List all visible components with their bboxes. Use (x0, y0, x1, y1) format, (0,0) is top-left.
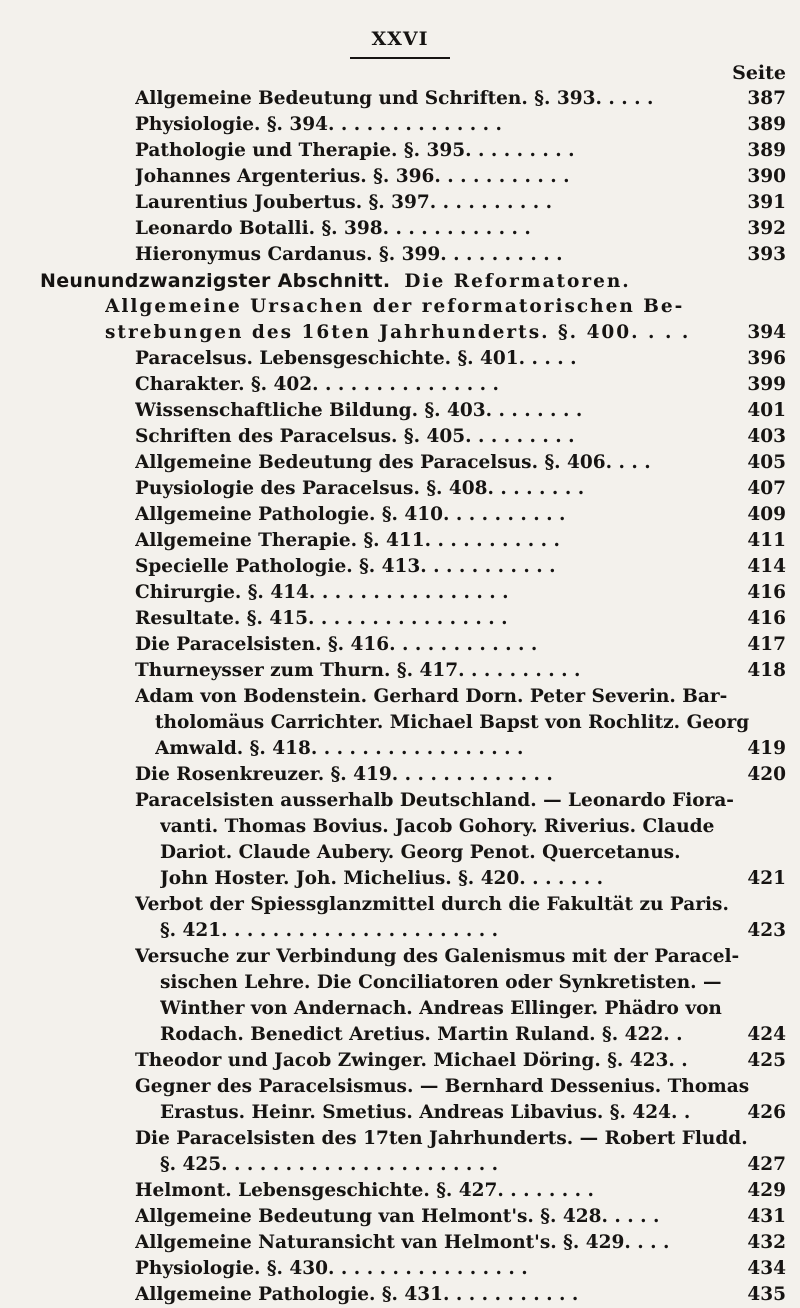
toc-entry-text: Hieronymus Cardanus. §. 399. . . . . . . . . . (135, 244, 563, 265)
toc-entry-text: Die Paracelsisten. §. 416. . . . . . . . . . . . (135, 634, 538, 655)
toc-entry (0, 450, 800, 476)
toc-entry-text: Erastus. Heinr. Smetius. Andreas Libavius. §. 424. . (160, 1102, 691, 1123)
toc-page-number: 426 (747, 1102, 786, 1123)
toc-entry (0, 476, 800, 502)
toc-entry (0, 1152, 800, 1178)
toc-entry-text: Laurentius Joubertus. §. 397. . . . . . . . . . (135, 192, 553, 213)
toc-entry (0, 970, 800, 996)
toc-entry (0, 1178, 800, 1204)
toc-entry (0, 892, 800, 918)
toc-page-number: 405 (747, 452, 786, 473)
toc-entry-text: §. 425. . . . . . . . . . . . . . . . . . . . . . (160, 1154, 499, 1175)
toc-page-number: 419 (747, 738, 786, 759)
toc-entry (0, 580, 800, 606)
toc-entry-text: Resultate. §. 415. . . . . . . . . . . . . . . . (135, 608, 508, 629)
toc-entry-text: Pathologie und Therapie. §. 395. . . . . . . . . (135, 140, 575, 161)
toc-entry-text: Paracelsus. Lebensgeschichte. §. 401. . . . . (135, 348, 577, 369)
toc-entry-text: Allgemeine Naturansicht van Helmont's. §. 429. . . . (135, 1232, 670, 1253)
toc-entry (0, 1100, 800, 1126)
toc-entry (0, 346, 800, 372)
toc-entry-text: Physiologie. §. 394. . . . . . . . . . . . . . (135, 114, 502, 135)
toc-page-number: 409 (747, 504, 786, 525)
toc-entry-text: Allgemeine Pathologie. §. 431. . . . . . . . . . . (135, 1284, 579, 1305)
toc-entry (0, 398, 800, 424)
toc-entry-text: Verbot der Spiessglanzmittel durch die Fakultät zu Paris. (135, 894, 729, 915)
toc-entry-text: John Hoster. Joh. Michelius. §. 420. . . . . . . (160, 868, 604, 889)
toc-entry (0, 736, 800, 762)
toc-entry-text: Die Paracelsisten des 17ten Jahrhunderts. — Robert Fludd. (135, 1128, 748, 1149)
toc-page-number: 424 (747, 1024, 786, 1045)
toc-page-number: 429 (747, 1180, 786, 1201)
toc-entry (0, 762, 800, 788)
toc-entry (0, 372, 800, 398)
toc-page-number: 401 (747, 400, 786, 421)
table-of-contents (0, 86, 800, 1308)
toc-entry (0, 606, 800, 632)
toc-entry (0, 996, 800, 1022)
toc-entry (0, 424, 800, 450)
toc-entry-text: Thurneysser zum Thurn. §. 417. . . . . . . . . . (135, 660, 581, 681)
toc-entry-text: Allgemeine Therapie. §. 411. . . . . . . . . . . (135, 530, 560, 551)
toc-entry (0, 1126, 800, 1152)
toc-page-number: 389 (747, 140, 786, 161)
toc-entry-text: Theodor und Jacob Zwinger. Michael Döring. §. 423. . (135, 1050, 688, 1071)
toc-page-number: 391 (747, 192, 786, 213)
toc-entry-text: Physiologie. §. 430. . . . . . . . . . . . . . . . (135, 1258, 528, 1279)
toc-entry (0, 684, 800, 710)
toc-entry-text: Johannes Argenterius. §. 396. . . . . . . . . . . (135, 166, 570, 187)
toc-entry (0, 1282, 800, 1308)
toc-page-number: 407 (747, 478, 786, 499)
toc-entry (0, 320, 800, 346)
toc-entry-text: vanti. Thomas Bovius. Jacob Gohory. Riverius. Claude (160, 816, 715, 837)
toc-entry (0, 164, 800, 190)
header-rule (350, 57, 450, 59)
toc-entry-text: Allgemeine Ursachen der reformatorischen Be- (105, 296, 685, 317)
toc-page-number: 403 (747, 426, 786, 447)
seite-label: Seite (732, 62, 786, 84)
chapter-title: Neunundzwanzigster Abschnitt. (40, 270, 391, 292)
toc-entry (0, 944, 800, 970)
toc-entry-text: Allgemeine Bedeutung van Helmont's. §. 428. . . . . (135, 1206, 660, 1227)
toc-entry-text: Amwald. §. 418. . . . . . . . . . . . . . . . . (155, 738, 524, 759)
toc-page-number: 414 (747, 556, 786, 577)
toc-entry (0, 1204, 800, 1230)
toc-page-number: 421 (747, 868, 786, 889)
toc-page-number: 434 (747, 1258, 786, 1279)
toc-page-number: 423 (747, 920, 786, 941)
toc-entry (0, 918, 800, 944)
toc-entry (0, 1256, 800, 1282)
toc-page-number: 387 (747, 88, 786, 109)
toc-entry-text: Winther von Andernach. Andreas Ellinger. Phädro von (160, 998, 722, 1019)
toc-page-number: 416 (747, 608, 786, 629)
chapter-heading (0, 268, 800, 294)
toc-entry-text: Chirurgie. §. 414. . . . . . . . . . . . . . . . (135, 582, 509, 603)
toc-page-number: 389 (747, 114, 786, 135)
toc-entry (0, 1048, 800, 1074)
toc-page-number: 435 (747, 1284, 786, 1305)
toc-entry (0, 242, 800, 268)
toc-page-number: 390 (747, 166, 786, 187)
toc-entry-text: Dariot. Claude Aubery. Georg Penot. Quercetanus. (160, 842, 681, 863)
toc-entry (0, 190, 800, 216)
toc-entry-text: Adam von Bodenstein. Gerhard Dorn. Peter Severin. Bar- (135, 686, 728, 707)
toc-entry (0, 658, 800, 684)
toc-entry (0, 788, 800, 814)
toc-entry-text: Rodach. Benedict Aretius. Martin Ruland. §. 422. . (160, 1024, 683, 1045)
toc-entry (0, 138, 800, 164)
toc-page-number: 431 (747, 1206, 786, 1227)
toc-entry (0, 632, 800, 658)
toc-entry-text: Allgemeine Pathologie. §. 410. . . . . . . . . . (135, 504, 566, 525)
toc-entry (0, 1074, 800, 1100)
toc-entry-text: Allgemeine Bedeutung und Schriften. §. 393. . . . . (135, 88, 654, 109)
toc-entry-text: Versuche zur Verbindung des Galenismus mit der Paracel- (135, 946, 740, 967)
toc-entry-text: Charakter. §. 402. . . . . . . . . . . . . . . (135, 374, 499, 395)
toc-entry (0, 840, 800, 866)
toc-page-number: 427 (747, 1154, 786, 1175)
toc-entry-text: sischen Lehre. Die Conciliatoren oder Synkretisten. — (160, 972, 722, 993)
toc-entry (0, 294, 800, 320)
toc-page-number: 417 (747, 634, 786, 655)
toc-page-number: 392 (747, 218, 786, 239)
toc-entry-text: Wissenschaftliche Bildung. §. 403. . . . . . . . (135, 400, 583, 421)
toc-entry-text: Puysiologie des Paracelsus. §. 408. . . . . . . . (135, 478, 585, 499)
toc-entry (0, 1022, 800, 1048)
toc-entry-text: Allgemeine Bedeutung des Paracelsus. §. 406. . . . (135, 452, 651, 473)
chapter-subtitle: Die Reformatoren. (404, 271, 631, 292)
toc-page-number: 394 (747, 322, 786, 343)
toc-entry (0, 112, 800, 138)
toc-entry (0, 814, 800, 840)
toc-page-number: 399 (747, 374, 786, 395)
toc-entry-text: §. 421. . . . . . . . . . . . . . . . . . . . . . (160, 920, 499, 941)
toc-page-number: 416 (747, 582, 786, 603)
toc-entry (0, 866, 800, 892)
toc-entry-text: Gegner des Paracelsismus. — Bernhard Dessenius. Thomas (135, 1076, 750, 1097)
toc-page-number: 393 (747, 244, 786, 265)
toc-entry (0, 554, 800, 580)
toc-page-number: 432 (747, 1232, 786, 1253)
toc-entry (0, 216, 800, 242)
toc-entry (0, 1230, 800, 1256)
toc-page-number: 425 (747, 1050, 786, 1071)
toc-entry-text: Die Rosenkreuzer. §. 419. . . . . . . . . . . . . (135, 764, 553, 785)
toc-entry (0, 528, 800, 554)
toc-entry-text: Leonardo Botalli. §. 398. . . . . . . . . . . . (135, 218, 531, 239)
page-numeral: XXVI (371, 28, 429, 50)
toc-entry (0, 502, 800, 528)
toc-entry-text: tholomäus Carrichter. Michael Bapst von Rochlitz. Georg (155, 712, 750, 733)
toc-page-number: 418 (747, 660, 786, 681)
toc-entry (0, 710, 800, 736)
toc-entry-text: Schriften des Paracelsus. §. 405. . . . . . . . . (135, 426, 575, 447)
toc-entry-text: Paracelsisten ausserhalb Deutschland. — Leonardo Fiora- (135, 790, 734, 811)
toc-entry-text: Helmont. Lebensgeschichte. §. 427. . . . . . . . (135, 1180, 594, 1201)
toc-page-number: 420 (747, 764, 786, 785)
toc-entry (0, 86, 800, 112)
toc-page-number: 411 (747, 530, 786, 551)
toc-page-number: 396 (747, 348, 786, 369)
toc-entry-text: Specielle Pathologie. §. 413. . . . . . . . . . . (135, 556, 556, 577)
toc-entry-text: strebungen des 16ten Jahrhunderts. §. 400. . . . (105, 322, 691, 343)
toc-entry-text (40, 268, 786, 295)
